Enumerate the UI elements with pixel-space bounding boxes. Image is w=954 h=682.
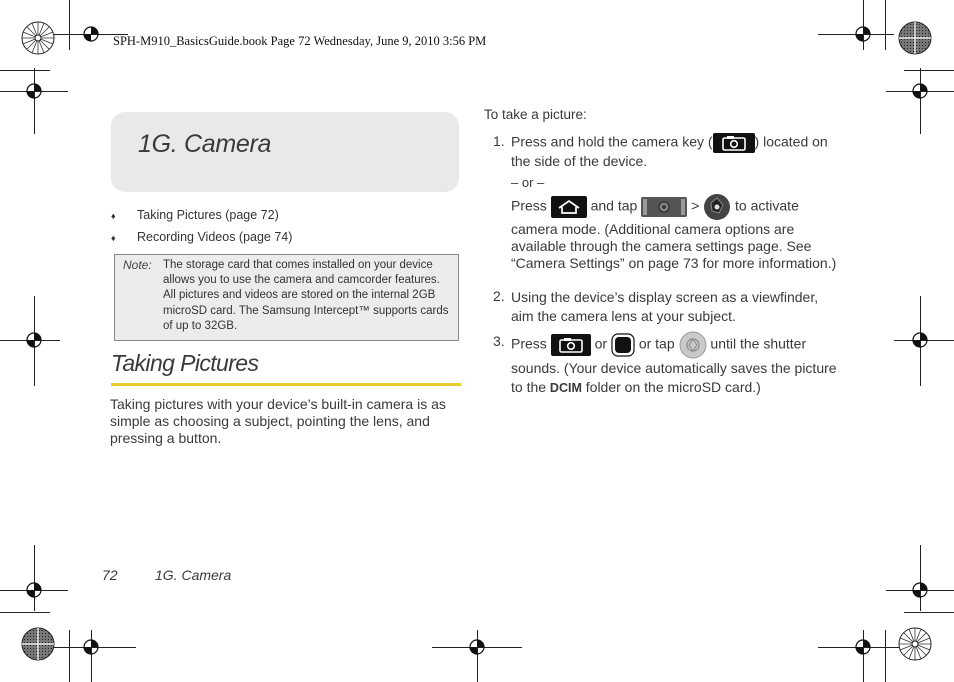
note-label: Note: — [123, 258, 152, 272]
or-separator: – or – — [511, 175, 545, 190]
registration-mark-icon — [25, 331, 43, 349]
registration-mark-icon — [854, 25, 872, 43]
page-number: 72 — [102, 567, 118, 583]
registration-mark-icon — [911, 581, 929, 599]
toc-item — [111, 230, 292, 244]
registration-mark-icon — [854, 638, 872, 656]
registration-mark-icon — [911, 82, 929, 100]
note-text: The storage card that comes installed on your device allows you to use the camera and camcorder features. All pictures and videos are stored on the internal 2GB microSD card. The Samsung Intercept™ supports cards of up to 32GB. — [163, 259, 449, 332]
step-number: 1. — [493, 133, 505, 149]
section-intro: Taking pictures with your device’s built-in camera is as simple as choosing a subject, pointing the lens, and pressing a button. — [110, 396, 446, 446]
registration-mark-icon — [25, 82, 43, 100]
step-text: ) located on the side of the device. — [511, 133, 828, 169]
note-box — [114, 254, 459, 341]
registration-mark-icon — [82, 25, 100, 43]
step-text: folder on the microSD card.) — [585, 378, 761, 395]
toc-item — [111, 208, 279, 222]
instructions-lead: To take a picture: — [484, 107, 587, 122]
step-text: or tap — [638, 335, 675, 352]
step-text: and tap — [590, 197, 638, 214]
diamond-bullet-icon: ♦ — [111, 211, 116, 221]
halftone-target-icon — [898, 21, 932, 55]
star-target-icon — [898, 627, 932, 661]
step-2-text: Using the device’s display screen as a viewfinder, aim the camera lens at your subject. — [511, 289, 819, 324]
step-1-text — [511, 133, 841, 170]
step-text: or — [594, 335, 608, 352]
camera-key-icon — [713, 133, 755, 153]
section-rule — [111, 383, 461, 386]
step-number: 3. — [493, 333, 505, 349]
chapter-title: 1G. Camera — [138, 130, 272, 158]
toc-item-label: Recording Videos (page 74) — [137, 230, 293, 244]
camera-app-icon — [641, 197, 687, 217]
step-3-text — [511, 331, 841, 397]
chapter-title-box — [111, 112, 459, 192]
home-key-icon — [551, 196, 587, 218]
dcim-folder-name: DCIM — [549, 380, 582, 395]
halftone-target-icon — [21, 627, 55, 661]
camera-shutter-icon — [703, 193, 731, 221]
running-footer-chapter: 1G. Camera — [155, 567, 232, 583]
registration-mark-icon — [25, 581, 43, 599]
step-text: Press and hold the camera key ( — [511, 133, 713, 150]
step-text: > — [691, 197, 700, 214]
registration-mark-icon — [911, 331, 929, 349]
step-1-alt-text — [511, 193, 841, 272]
step-text: Press — [511, 335, 547, 352]
section-title: Taking Pictures — [111, 350, 259, 376]
registration-mark-icon — [82, 638, 100, 656]
registration-mark-icon — [468, 638, 486, 656]
trackball-icon — [611, 333, 635, 357]
star-target-icon — [21, 21, 55, 55]
toc-item-label: Taking Pictures (page 72) — [137, 208, 279, 222]
step-number: 2. — [493, 288, 505, 304]
step-text: to activate camera mode. (Additional camera options are available through the camera settings page. See “Camera Settings” on page 73 for more information.) — [511, 197, 837, 271]
camera-key-icon — [551, 334, 591, 356]
onscreen-shutter-icon — [679, 331, 707, 359]
diamond-bullet-icon: ♦ — [111, 233, 116, 243]
book-file-slug: SPH-M910_BasicsGuide.book Page 72 Wednesday, June 9, 2010 3:56 PM — [113, 34, 487, 48]
step-text: until the shutter sounds. (Your device automatically saves the picture to the — [511, 335, 837, 395]
step-text: Press — [511, 197, 547, 214]
